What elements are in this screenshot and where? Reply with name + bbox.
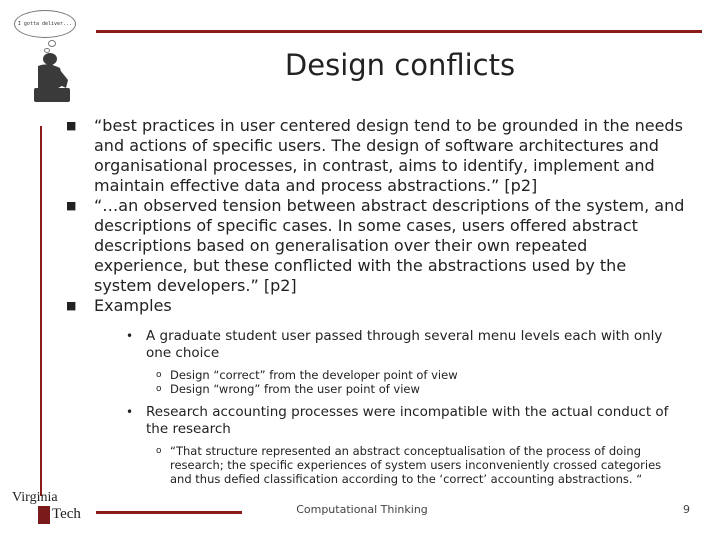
- circle-bullet-icon: o: [156, 370, 162, 380]
- page-number: 9: [683, 503, 690, 516]
- footer-rule: [96, 511, 242, 514]
- left-rule: [40, 126, 42, 496]
- bullet-item: [66, 296, 686, 316]
- footer-title: Computational Thinking: [296, 503, 428, 516]
- example-subitem: [156, 382, 686, 396]
- logo-line-2: Tech: [52, 506, 81, 522]
- dot-bullet-icon: •: [126, 329, 134, 343]
- example-subitem: [156, 368, 686, 382]
- bullet-item: [66, 196, 686, 296]
- dot-bullet-icon: •: [126, 405, 134, 419]
- logo-line-1: Virginia: [12, 490, 58, 505]
- example-item: [126, 328, 686, 362]
- title-rule: [96, 30, 702, 33]
- example-text: Research accounting processes were incompatible with the actual conduct of the research: [146, 404, 669, 437]
- bullet-text: “…an observed tension between abstract descriptions of the system, and descriptions of specific cases. In some cases, users offered abstract descriptions based on generalisation over their own repeated experience, but these conflicted with the abstractions used by the system developers.” [p2]: [94, 196, 685, 295]
- subitem-text: “That structure represented an abstract conceptualisation of the process of doing research; the specific experiences of system users inconveniently crossed categories and thus defied classification according to the ‘correct’ accounting abstractions. “: [170, 444, 662, 486]
- square-bullet-icon: ■: [66, 199, 77, 212]
- circle-bullet-icon: o: [156, 446, 162, 456]
- virginia-tech-logo: [10, 488, 90, 528]
- thinker-statue-icon: [8, 4, 88, 104]
- example-subitem: [156, 444, 686, 486]
- bullet-item: [66, 116, 686, 196]
- example-text: A graduate student user passed through several menu levels each with only one choice: [146, 328, 663, 361]
- bullet-text: “best practices in user centered design tend to be grounded in the needs and actions of specific users. The design of software architectures and organisational processes, in contrast, aims to identify, implement and maintain effective data and process abstractions.” [p2]: [94, 116, 683, 195]
- subitem-text: Design “correct” from the developer point of view: [170, 368, 458, 382]
- example-item: [126, 404, 686, 438]
- thought-bubble-text: I gotta deliver...: [17, 21, 73, 27]
- slide-content: [66, 116, 686, 486]
- logo-tower-icon: [38, 506, 50, 524]
- thinker-logo: [8, 4, 88, 104]
- subitem-text: Design “wrong” from the user point of view: [170, 382, 420, 396]
- bullet-text: Examples: [94, 296, 172, 315]
- square-bullet-icon: ■: [66, 119, 77, 132]
- slide-title: Design conflicts: [284, 48, 516, 82]
- circle-bullet-icon: o: [156, 384, 162, 394]
- square-bullet-icon: ■: [66, 299, 77, 312]
